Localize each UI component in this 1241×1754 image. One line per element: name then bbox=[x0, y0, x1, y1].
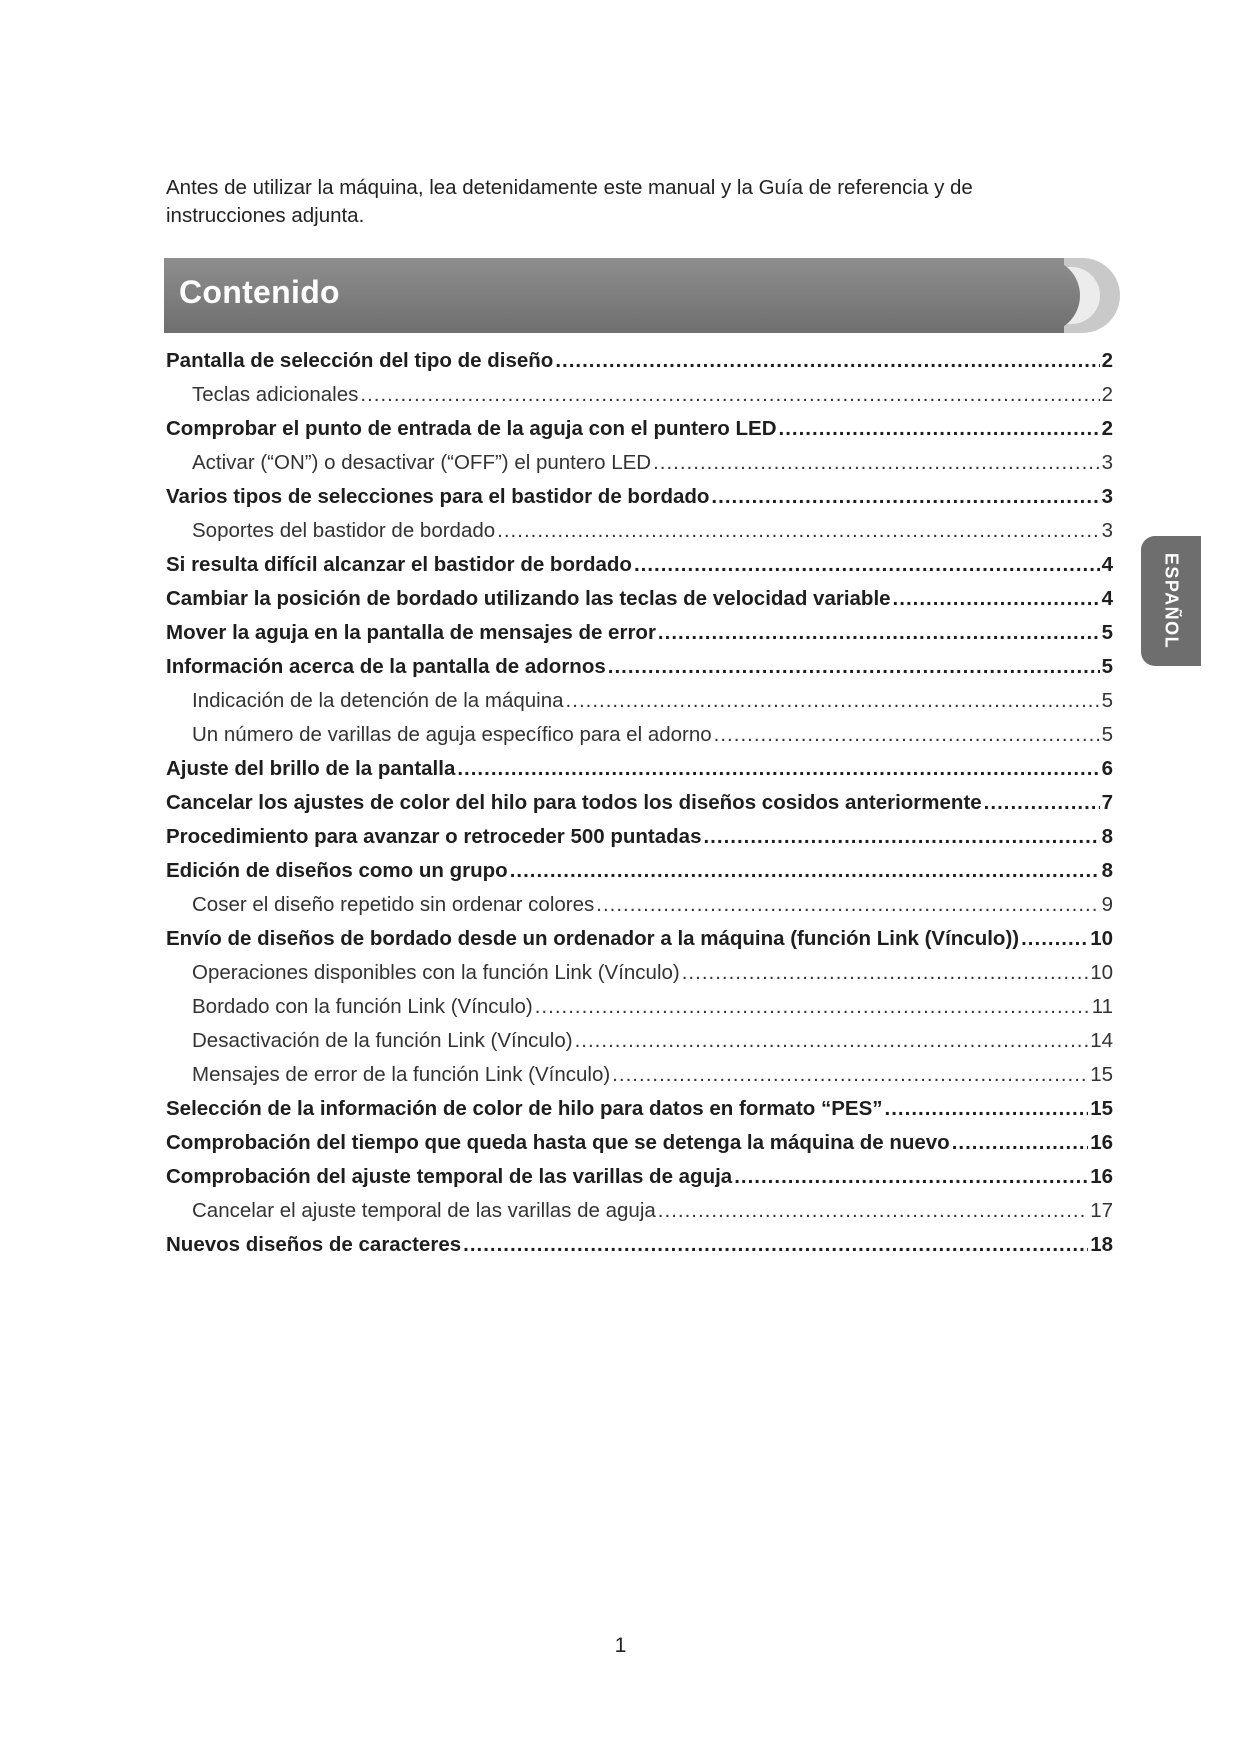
toc-entry-page: 8 bbox=[1101, 825, 1113, 848]
toc-leader-dots bbox=[596, 888, 1099, 922]
toc-entry-page: 18 bbox=[1090, 1233, 1113, 1256]
toc-leader-dots bbox=[984, 786, 1100, 820]
toc-leader-dots bbox=[711, 480, 1099, 514]
toc-entry bbox=[166, 344, 1113, 378]
toc-leader-dots bbox=[457, 752, 1099, 786]
toc-entry-title: Coser el diseño repetido sin ordenar colores bbox=[192, 893, 595, 916]
toc-entry-page: 10 bbox=[1090, 927, 1113, 950]
toc-subentry bbox=[166, 1058, 1113, 1092]
toc-entry-page: 2 bbox=[1101, 417, 1113, 440]
toc-entry-page: 16 bbox=[1090, 1131, 1113, 1154]
toc-entry-page: 5 bbox=[1101, 689, 1113, 712]
toc-entry-title: Mensajes de error de la función Link (Vínculo) bbox=[192, 1063, 611, 1086]
toc-leader-dots bbox=[653, 446, 1100, 480]
toc-entry-page: 5 bbox=[1101, 655, 1113, 678]
toc-entry bbox=[166, 548, 1113, 582]
toc-entry-page: 10 bbox=[1090, 961, 1113, 984]
toc-entry-page: 3 bbox=[1101, 485, 1113, 508]
toc-entry-title: Selección de la información de color de hilo para datos en formato “PES” bbox=[166, 1097, 883, 1120]
toc-leader-dots bbox=[634, 548, 1100, 582]
toc-entry-title: Envío de diseños de bordado desde un ordenador a la máquina (función Link (Vínculo)) bbox=[166, 927, 1020, 950]
toc-entry-title: Soportes del bastidor de bordado bbox=[192, 519, 496, 542]
toc-entry-page: 11 bbox=[1091, 995, 1113, 1018]
toc-leader-dots bbox=[734, 1160, 1088, 1194]
toc-subentry bbox=[166, 888, 1113, 922]
toc-leader-dots bbox=[658, 1194, 1088, 1228]
intro-text: Antes de utilizar la máquina, lea detenidamente este manual y la Guía de referencia y de instrucciones adjunta. bbox=[166, 176, 973, 227]
toc-entry-title: Procedimiento para avanzar o retroceder 500 puntadas bbox=[166, 825, 702, 848]
toc-leader-dots bbox=[682, 956, 1088, 990]
toc-leader-dots bbox=[885, 1092, 1089, 1126]
contents-banner bbox=[164, 258, 1120, 333]
toc-entry-page: 2 bbox=[1101, 383, 1113, 406]
toc-entry-page: 3 bbox=[1101, 451, 1113, 474]
toc-entry-title: Operaciones disponibles con la función Link (Vínculo) bbox=[192, 961, 680, 984]
toc-entry-title: Bordado con la función Link (Vínculo) bbox=[192, 995, 533, 1018]
toc-entry bbox=[166, 582, 1113, 616]
toc-entry-title: Nuevos diseños de caracteres bbox=[166, 1233, 462, 1256]
toc-entry-page: 6 bbox=[1101, 757, 1113, 780]
toc-leader-dots bbox=[497, 514, 1099, 548]
toc-entry-title: Cambiar la posición de bordado utilizando las teclas de velocidad variable bbox=[166, 587, 891, 610]
toc-entry-title: Desactivación de la función Link (Vínculo) bbox=[192, 1029, 573, 1052]
toc-entry-page: 5 bbox=[1101, 723, 1113, 746]
toc-entry bbox=[166, 650, 1113, 684]
toc-entry bbox=[166, 1092, 1113, 1126]
toc-leader-dots bbox=[714, 718, 1100, 752]
toc-leader-dots bbox=[575, 1024, 1089, 1058]
toc-leader-dots bbox=[360, 378, 1099, 412]
toc-entry-page: 3 bbox=[1101, 519, 1113, 542]
toc-leader-dots bbox=[608, 650, 1100, 684]
language-tab-label: ESPAÑOL bbox=[1161, 552, 1182, 650]
toc-entry-title: Cancelar el ajuste temporal de las varillas de aguja bbox=[192, 1199, 656, 1222]
toc-entry-title: Cancelar los ajustes de color del hilo para todos los diseños cosidos anteriormente bbox=[166, 791, 982, 814]
toc-entry-title: Información acerca de la pantalla de adornos bbox=[166, 655, 606, 678]
toc-entry bbox=[166, 1228, 1113, 1262]
toc-entry-page: 5 bbox=[1101, 621, 1113, 644]
toc-subentry bbox=[166, 514, 1113, 548]
toc-subentry bbox=[166, 446, 1113, 480]
toc-entry-title: Activar (“ON”) o desactivar (“OFF”) el puntero LED bbox=[192, 451, 652, 474]
toc-leader-dots bbox=[555, 344, 1099, 378]
toc-entry-title: Ajuste del brillo de la pantalla bbox=[166, 757, 456, 780]
toc-subentry bbox=[166, 378, 1113, 412]
table-of-contents bbox=[166, 344, 1113, 1262]
toc-entry bbox=[166, 1126, 1113, 1160]
contents-title: Contenido bbox=[179, 274, 340, 310]
toc-leader-dots bbox=[566, 684, 1100, 718]
toc-entry-page: 8 bbox=[1101, 859, 1113, 882]
toc-entry-page: 7 bbox=[1101, 791, 1113, 814]
toc-subentry bbox=[166, 684, 1113, 718]
toc-entry bbox=[166, 480, 1113, 514]
toc-leader-dots bbox=[893, 582, 1100, 616]
toc-entry bbox=[166, 786, 1113, 820]
language-tab bbox=[1141, 536, 1201, 666]
toc-leader-dots bbox=[1021, 922, 1088, 956]
toc-entry bbox=[166, 854, 1113, 888]
toc-entry-title: Teclas adicionales bbox=[192, 383, 359, 406]
toc-entry-page: 17 bbox=[1090, 1199, 1113, 1222]
toc-entry bbox=[166, 616, 1113, 650]
toc-subentry bbox=[166, 1024, 1113, 1058]
toc-subentry bbox=[166, 718, 1113, 752]
toc-entry-page: 15 bbox=[1090, 1097, 1113, 1120]
toc-entry-title: Varios tipos de selecciones para el bastidor de bordado bbox=[166, 485, 710, 508]
toc-entry-title: Comprobar el punto de entrada de la aguja con el puntero LED bbox=[166, 417, 777, 440]
toc-entry-title: Un número de varillas de aguja específico para el adorno bbox=[192, 723, 712, 746]
toc-leader-dots bbox=[535, 990, 1090, 1024]
toc-entry-page: 14 bbox=[1090, 1029, 1113, 1052]
toc-entry-title: Pantalla de selección del tipo de diseño bbox=[166, 349, 554, 372]
toc-leader-dots bbox=[658, 616, 1100, 650]
toc-entry-page: 4 bbox=[1101, 587, 1113, 610]
toc-subentry bbox=[166, 956, 1113, 990]
toc-leader-dots bbox=[779, 412, 1100, 446]
toc-subentry bbox=[166, 1194, 1113, 1228]
toc-leader-dots bbox=[703, 820, 1099, 854]
toc-entry-title: Mover la aguja en la pantalla de mensajes de error bbox=[166, 621, 656, 644]
toc-entry-title: Comprobación del tiempo que queda hasta que se detenga la máquina de nuevo bbox=[166, 1131, 950, 1154]
toc-entry-title: Comprobación del ajuste temporal de las varillas de aguja bbox=[166, 1165, 733, 1188]
toc-entry bbox=[166, 820, 1113, 854]
toc-entry-title: Edición de diseños como un grupo bbox=[166, 859, 508, 882]
page-number: 1 bbox=[614, 1634, 627, 1657]
toc-entry bbox=[166, 412, 1113, 446]
toc-entry-page: 4 bbox=[1101, 553, 1113, 576]
toc-entry-page: 15 bbox=[1090, 1063, 1113, 1086]
toc-entry-page: 9 bbox=[1101, 893, 1113, 916]
toc-entry bbox=[166, 1160, 1113, 1194]
toc-entry-page: 2 bbox=[1101, 349, 1113, 372]
toc-subentry bbox=[166, 990, 1113, 1024]
toc-entry-title: Si resulta difícil alcanzar el bastidor de bordado bbox=[166, 553, 632, 576]
toc-leader-dots bbox=[612, 1058, 1088, 1092]
toc-entry-page: 16 bbox=[1090, 1165, 1113, 1188]
toc-leader-dots bbox=[510, 854, 1100, 888]
toc-entry-title: Indicación de la detención de la máquina bbox=[192, 689, 564, 712]
toc-entry bbox=[166, 922, 1113, 956]
toc-leader-dots bbox=[952, 1126, 1088, 1160]
toc-leader-dots bbox=[463, 1228, 1088, 1262]
toc-entry bbox=[166, 752, 1113, 786]
